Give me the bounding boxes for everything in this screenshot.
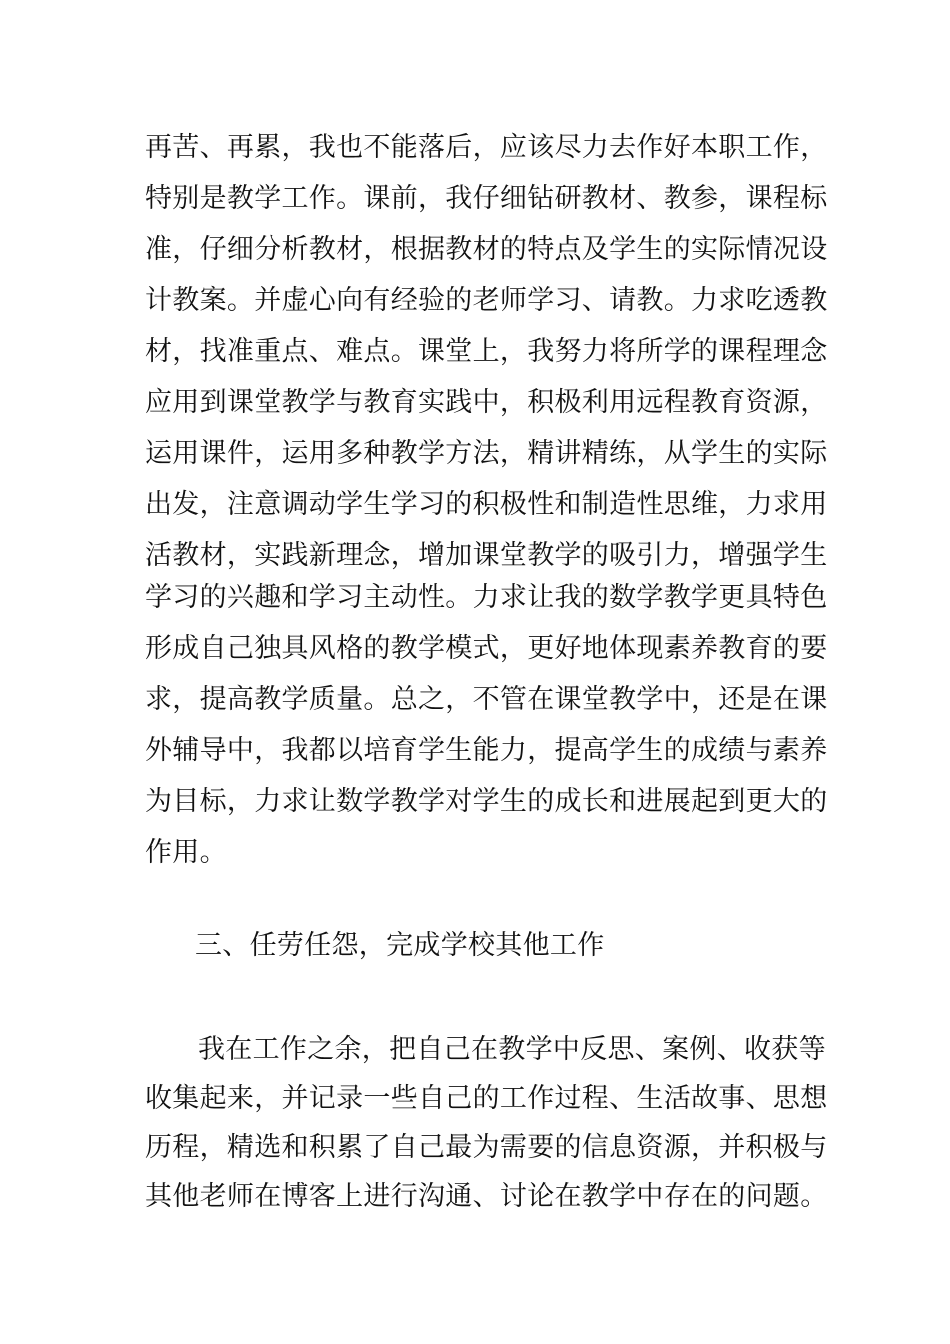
paragraph-line: 特别是教学工作。课前，我仔细钻研教材、教参，课程标 xyxy=(145,183,828,214)
paragraph-line: 外辅导中，我都以培育学生能力，提高学生的成绩与素养 xyxy=(145,735,828,766)
paragraph-line: 求，提高教学质量。总之，不管在课堂教学中，还是在课 xyxy=(145,684,828,715)
paragraph-line: 准，仔细分析教材，根据教材的特点及学生的实际情况设 xyxy=(145,234,828,265)
paragraph-line: 历程，精选和积累了自己最为需要的信息资源，并积极与 xyxy=(145,1132,828,1163)
paragraph-line: 收集起来，并记录一些自己的工作过程、生活故事、思想 xyxy=(145,1083,828,1114)
paragraph-line: 材，找准重点、难点。课堂上，我努力将所学的课程理念 xyxy=(145,336,828,367)
paragraph-line: 活教材，实践新理念，增加课堂教学的吸引力，增强学生 xyxy=(145,540,828,571)
paragraph-line: 应用到课堂教学与教育实践中，积极利用远程教育资源， xyxy=(145,387,828,418)
paragraph-line: 出发，注意调动学生学习的积极性和制造性思维，力求用 xyxy=(145,489,828,520)
paragraph-line: 运用课件，运用多种教学方法，精讲精练，从学生的实际 xyxy=(145,438,828,469)
paragraph-line: 作用。 xyxy=(145,837,227,868)
paragraph-line: 我在工作之余，把自己在教学中反思、案例、收获等 xyxy=(198,1034,826,1065)
section-heading: 三、任劳任怨，完成学校其他工作 xyxy=(195,930,605,961)
paragraph-line: 再苦、再累，我也不能落后，应该尽力去作好本职工作， xyxy=(145,132,828,163)
paragraph-line: 学习的兴趣和学习主动性。力求让我的数学教学更具特色 xyxy=(145,582,828,613)
paragraph-line: 其他老师在博客上进行沟通、讨论在教学中存在的问题。 xyxy=(145,1181,828,1212)
paragraph-line: 形成自己独具风格的教学模式，更好地体现素养教育的要 xyxy=(145,633,828,664)
paragraph-line: 计教案。并虚心向有经验的老师学习、请教。力求吃透教 xyxy=(145,285,828,316)
paragraph-line: 为目标，力求让数学教学对学生的成长和进展起到更大的 xyxy=(145,786,828,817)
